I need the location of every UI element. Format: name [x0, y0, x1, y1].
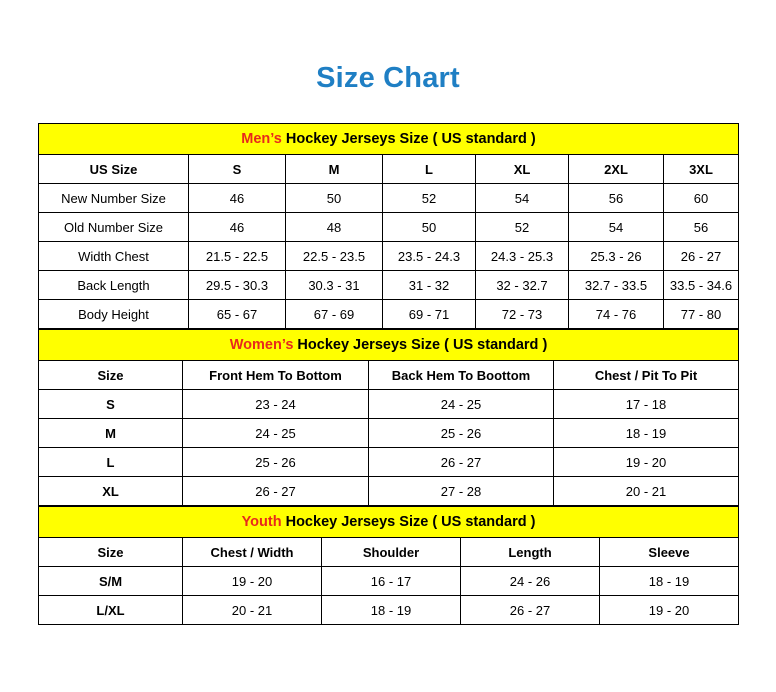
youth-banner-accent: Youth [241, 514, 282, 530]
data-cell: 17 - 18 [554, 390, 739, 419]
data-cell: 46 [189, 213, 286, 242]
data-cell: 19 - 20 [183, 567, 322, 596]
youth-header-cell: Sleeve [600, 538, 739, 567]
mens-header-row [39, 155, 739, 184]
row-label: L/XL [39, 596, 183, 625]
data-cell: 23 - 24 [183, 390, 369, 419]
row-label: Old Number Size [39, 213, 189, 242]
row-label: Width Chest [39, 242, 189, 271]
mens-header-cell: XL [476, 155, 569, 184]
data-cell: 50 [383, 213, 476, 242]
data-cell: 19 - 20 [554, 448, 739, 477]
womens-header-cell: Front Hem To Bottom [183, 361, 369, 390]
data-cell: 48 [286, 213, 383, 242]
data-cell: 20 - 21 [183, 596, 322, 625]
table-row [39, 477, 739, 506]
data-cell: 26 - 27 [183, 477, 369, 506]
youth-header-cell: Chest / Width [183, 538, 322, 567]
youth-banner-row [39, 507, 739, 538]
table-row [39, 213, 739, 242]
data-cell: 32 - 32.7 [476, 271, 569, 300]
data-cell: 32.7 - 33.5 [569, 271, 664, 300]
data-cell: 33.5 - 34.6 [664, 271, 739, 300]
womens-banner-accent: Women’s [229, 337, 294, 353]
youth-header-cell: Length [461, 538, 600, 567]
data-cell: 30.3 - 31 [286, 271, 383, 300]
womens-header-row [39, 361, 739, 390]
table-row [39, 390, 739, 419]
womens-header-cell: Chest / Pit To Pit [554, 361, 739, 390]
table-row [39, 184, 739, 213]
data-cell: 18 - 19 [554, 419, 739, 448]
data-cell: 56 [569, 184, 664, 213]
data-cell: 23.5 - 24.3 [383, 242, 476, 271]
data-cell: 26 - 27 [369, 448, 554, 477]
data-cell: 67 - 69 [286, 300, 383, 329]
mens-header-cell: L [383, 155, 476, 184]
womens-size-table [38, 329, 739, 506]
data-cell: 24 - 25 [183, 419, 369, 448]
data-cell: 18 - 19 [600, 567, 739, 596]
row-label: New Number Size [39, 184, 189, 213]
data-cell: 52 [383, 184, 476, 213]
data-cell: 60 [664, 184, 739, 213]
mens-header-cell: 3XL [664, 155, 739, 184]
womens-banner-rest: Hockey Jerseys Size ( US standard ) [293, 337, 548, 353]
womens-header-cell: Back Hem To Boottom [369, 361, 554, 390]
data-cell: 52 [476, 213, 569, 242]
data-cell: 54 [569, 213, 664, 242]
data-cell: 21.5 - 22.5 [189, 242, 286, 271]
data-cell: 19 - 20 [600, 596, 739, 625]
data-cell: 24.3 - 25.3 [476, 242, 569, 271]
page-title: Size Chart [316, 62, 460, 94]
tables-container [38, 123, 738, 625]
data-cell: 26 - 27 [664, 242, 739, 271]
youth-header-cell: Size [39, 538, 183, 567]
youth-banner-rest: Hockey Jerseys Size ( US standard ) [281, 514, 536, 530]
data-cell: 22.5 - 23.5 [286, 242, 383, 271]
womens-banner-row [39, 330, 739, 361]
data-cell: 26 - 27 [461, 596, 600, 625]
data-cell: 65 - 67 [189, 300, 286, 329]
mens-banner [39, 124, 739, 155]
data-cell: 54 [476, 184, 569, 213]
row-label: S [39, 390, 183, 419]
table-row [39, 596, 739, 625]
womens-banner [39, 330, 739, 361]
data-cell: 77 - 80 [664, 300, 739, 329]
row-label: L [39, 448, 183, 477]
data-cell: 20 - 21 [554, 477, 739, 506]
data-cell: 56 [664, 213, 739, 242]
table-row [39, 448, 739, 477]
data-cell: 18 - 19 [322, 596, 461, 625]
row-label: S/M [39, 567, 183, 596]
table-row [39, 271, 739, 300]
data-cell: 25 - 26 [183, 448, 369, 477]
mens-banner-accent: Men’s [241, 131, 282, 147]
data-cell: 27 - 28 [369, 477, 554, 506]
data-cell: 16 - 17 [322, 567, 461, 596]
youth-banner [39, 507, 739, 538]
youth-header-cell: Shoulder [322, 538, 461, 567]
row-label: Back Length [39, 271, 189, 300]
data-cell: 24 - 25 [369, 390, 554, 419]
womens-header-cell: Size [39, 361, 183, 390]
data-cell: 31 - 32 [383, 271, 476, 300]
data-cell: 74 - 76 [569, 300, 664, 329]
row-label: XL [39, 477, 183, 506]
data-cell: 50 [286, 184, 383, 213]
mens-header-cell: M [286, 155, 383, 184]
mens-header-cell: 2XL [569, 155, 664, 184]
mens-header-cell: US Size [39, 155, 189, 184]
row-label: M [39, 419, 183, 448]
mens-header-cell: S [189, 155, 286, 184]
data-cell: 72 - 73 [476, 300, 569, 329]
data-cell: 25.3 - 26 [569, 242, 664, 271]
mens-banner-row [39, 124, 739, 155]
table-row [39, 300, 739, 329]
table-row [39, 567, 739, 596]
row-label: Body Height [39, 300, 189, 329]
table-row [39, 242, 739, 271]
youth-size-table [38, 506, 739, 625]
data-cell: 46 [189, 184, 286, 213]
table-row [39, 419, 739, 448]
data-cell: 24 - 26 [461, 567, 600, 596]
mens-size-table [38, 123, 739, 329]
data-cell: 25 - 26 [369, 419, 554, 448]
mens-banner-rest: Hockey Jerseys Size ( US standard ) [281, 131, 536, 147]
data-cell: 29.5 - 30.3 [189, 271, 286, 300]
data-cell: 69 - 71 [383, 300, 476, 329]
youth-header-row [39, 538, 739, 567]
